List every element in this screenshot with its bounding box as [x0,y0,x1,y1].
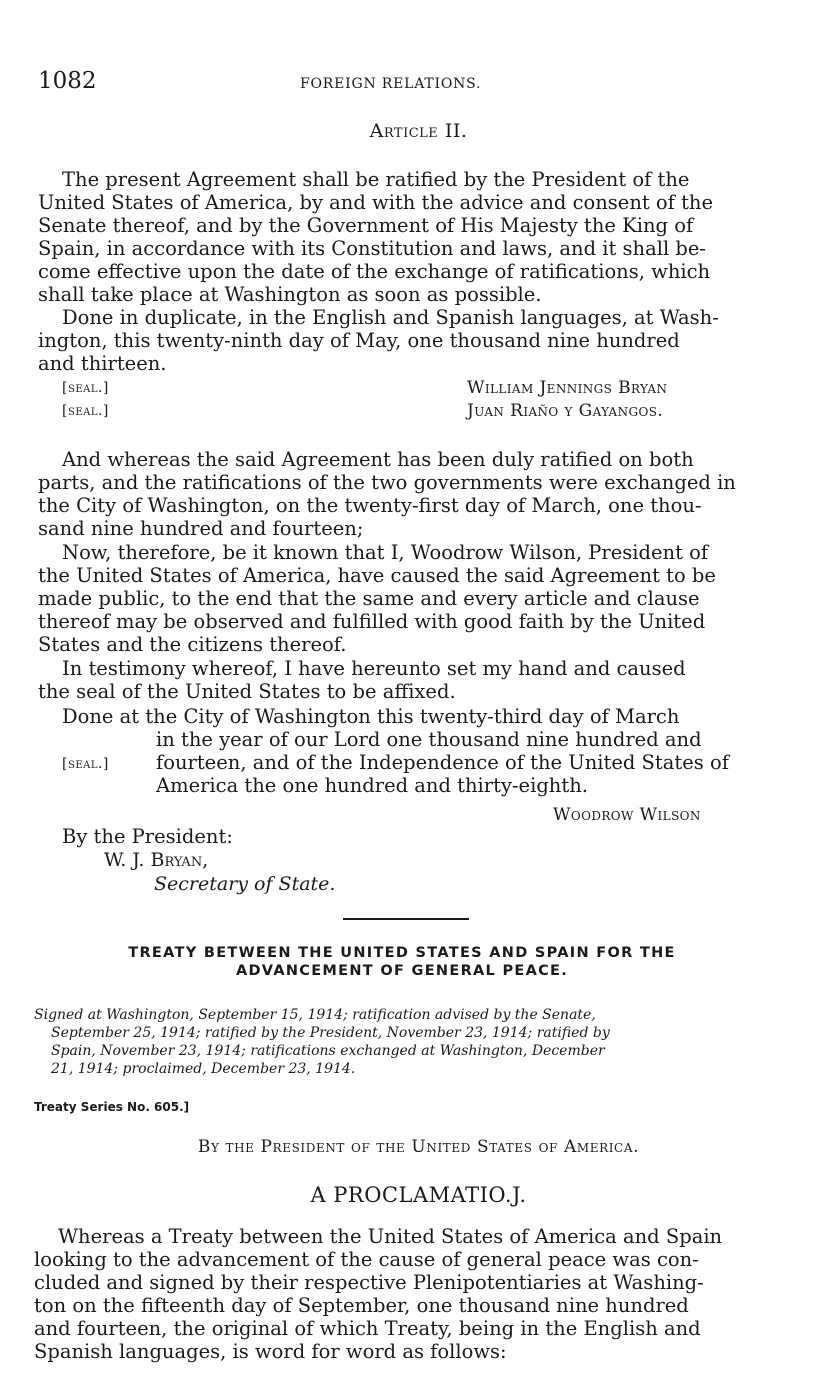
by-the-president-heading: By the President of the United States of America. [197,1137,640,1157]
title-line: TREATY BETWEEN THE UNITED STATES AND SPAIN FOR THE [128,945,676,961]
note-line: Signed at Washington, September 15, 1914; ratification advised by the Senate, [34,1007,596,1023]
secretary-title: Secretary of State. [154,873,336,895]
text-line: cluded and signed by their respective Plenipotentiaries at Washing- [34,1271,704,1294]
text-line: In testimony whereof, I have hereunto set my hand and caused [62,657,686,680]
seal-mark: [seal.] [62,403,109,419]
now-therefore-paragraph [38,541,774,656]
secretary-signature: W. J. Bryan, [104,849,209,871]
running-title: FOREIGN RELATIONS. [300,76,482,92]
text-line: and thirteen. [38,352,167,375]
testimony-paragraph [38,657,774,703]
text-line: The present Agreement shall be ratified by the President of the [62,168,690,191]
text-line: Done at the City of Washington this twenty-third day of March [62,705,680,728]
seal-mark: [seal.] [62,756,109,772]
text-line: ton on the fifteenth day of September, one thousand nine hundred [34,1294,689,1317]
text-line: thereof may be observed and fulfilled with good faith by the United [38,610,706,633]
article-paragraph-2 [38,306,774,375]
text-line: And whereas the said Agreement has been duly ratified on both [62,448,694,471]
text-line: the City of Washington, on the twenty-first day of March, one thou- [38,494,702,517]
text-line: and fourteen, the original of which Treaty, being in the English and [34,1317,701,1340]
text-line: Senate thereof, and by the Government of His Majesty the King of [38,214,694,237]
article-paragraph-1 [38,168,774,306]
text-line: come effective upon the date of the exchange of ratifications, which [38,260,711,283]
text-line: United States of America, by and with the advice and consent of the [38,191,714,214]
treaty-series-number: Treaty Series No. 605.] [34,1100,190,1114]
page-number: 1082 [38,68,97,94]
text-line: Now, therefore, be it known that I, Woodrow Wilson, President of [62,541,709,564]
text-line: in the year of our Lord one thousand nine hundred and [156,728,702,751]
text-line: ington, this twenty-ninth day of May, one thousand nine hundred [38,329,680,352]
text-line: Spanish languages, is word for word as follows: [34,1340,507,1363]
text-line: shall take place at Washington as soon as possible. [38,283,542,306]
section-divider [343,918,469,920]
note-line: Spain, November 23, 1914; ratifications exchanged at Washington, December [51,1043,605,1059]
by-the-president: By the President: [62,825,233,848]
text-line: Spain, in accordance with its Constitution and laws, and it shall be- [38,237,707,260]
text-line: made public, to the end that the same and every article and clause [38,587,700,610]
done-at-paragraph [38,705,774,797]
text-line: looking to the advancement of the cause of general peace was con- [34,1248,699,1271]
note-line: September 25, 1914; ratified by the President, November 23, 1914; ratified by [51,1025,610,1041]
proclamation-paragraph [34,1225,774,1363]
text-line: parts, and the ratifications of the two governments were exchanged in [38,471,736,494]
title-line: ADVANCEMENT OF GENERAL PEACE. [235,963,569,979]
text-line: sand nine hundred and fourteen; [38,517,364,540]
article-heading: Article II. [369,120,468,142]
text-line: America the one hundred and thirty-eighth. [156,774,588,797]
text-line: Whereas a Treaty between the United States of America and Spain [58,1225,723,1248]
whereas-paragraph [38,448,774,540]
text-line: Done in duplicate, in the English and Spanish languages, at Wash- [62,306,719,329]
seal-mark: [seal.] [62,380,109,396]
text-line: fourteen, and of the Independence of the United States of [156,751,729,774]
treaty-title [34,944,770,980]
text-line: the United States of America, have caused the said Agreement to be [38,564,716,587]
signing-history-note [34,1006,774,1078]
signatory-name: William Jennings Bryan [467,378,668,398]
proclamation-heading: A PROCLAMATIO.J. [310,1183,527,1207]
note-line: 21, 1914; proclaimed, December 23, 1914. [51,1061,356,1077]
president-signature: Woodrow Wilson [553,805,701,825]
signatory-name: Juan Riaño y Gayangos. [467,401,664,421]
text-line: the seal of the United States to be affixed. [38,680,456,703]
text-line: States and the citizens thereof. [38,633,347,656]
